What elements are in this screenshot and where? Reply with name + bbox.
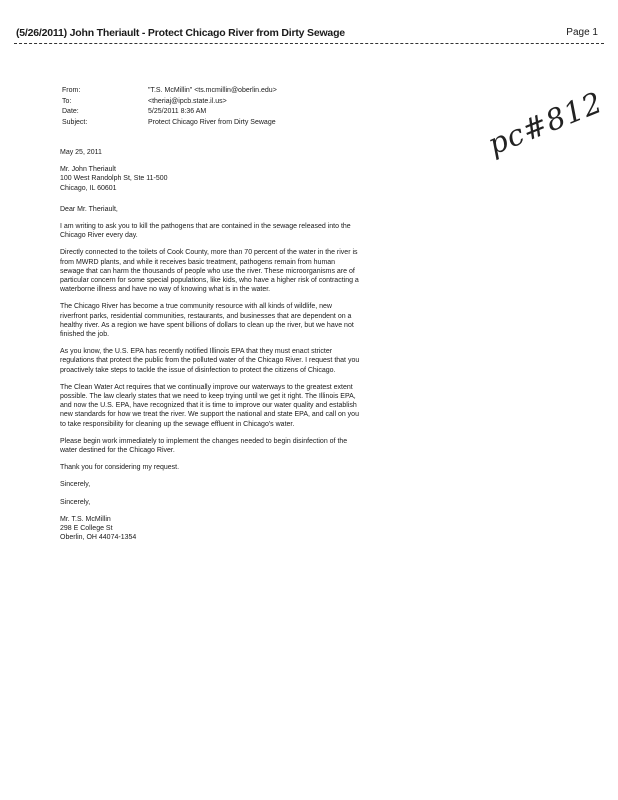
signature-line: Mr. T.S. McMillin (60, 515, 111, 523)
body-paragraph: Directly connected to the toilets of Cook County, more than 70 percent of the water in the river is from MWRD plants, and while it receives basic treatment, pathogens remain from human sewage that can harm the thousands of people who use the river. These microorganisms are of particular concern for some special populations, like kids, who have a higher risk of contracting a waterborne illness and have no way of knowing what is in the water. (60, 249, 359, 294)
closing: Sincerely, (60, 481, 91, 489)
to-row (62, 97, 382, 108)
subject-label: Subject: (62, 118, 88, 126)
signature-block (60, 515, 360, 543)
body-paragraph: Please begin work immediately to implement the changes needed to begin disinfection of the water destined for the Chicago River. (60, 437, 348, 455)
date-label: Date: (62, 108, 79, 115)
body-paragraph: I am writing to ask you to kill the pathogens that are contained in the sewage released into the Chicago River every day. (60, 223, 351, 240)
document-title: (5/26/2011) John Theriault - Protect Chicago River from Dirty Sewage (16, 27, 345, 39)
body-paragraph: The Clean Water Act requires that we continually improve our waterways to the greatest extent possible. The law clearly states that we need to keep trying until we get it right. The Illinois EPA, and now the U.S. EPA, have recognized that it is time to improve our water quality and establish new standards for how we treat the river. We support the national and state EPA, and call on you to take responsibility for cleaning up the sewage effluent in Chicago's water. (60, 383, 359, 428)
body-paragraph: Thank you for considering my request. (60, 464, 180, 472)
salutation: Dear Mr. Theriault, (60, 205, 118, 213)
letter-body (60, 148, 360, 543)
handwritten-stamp: pc#812 (483, 84, 608, 162)
to-value: <theriaj@ipcb.state.il.us> (148, 97, 227, 105)
recipient-line: Chicago, IL 60601 (60, 184, 117, 192)
document-header (14, 27, 604, 44)
subject-value: Protect Chicago River from Dirty Sewage (148, 118, 276, 126)
recipient-address (60, 165, 360, 193)
date-row (62, 107, 382, 118)
closing: Sincerely, (60, 498, 91, 506)
signature-line: 298 E College St (60, 525, 113, 533)
from-label: From: (62, 87, 81, 94)
recipient-line: 100 West Randolph St, Ste 11-500 (60, 175, 168, 183)
body-paragraph: The Chicago River has become a true community resource with all kinds of wildlife, new riverfront parks, residential communities, restaurants, and businesses that are dependent on a healthy river. As a region we have spent billions of dollars to clean up the river, but we have not finished the job. (60, 303, 354, 339)
date-value: 5/25/2011 8:36 AM (148, 108, 207, 115)
recipient-line: Mr. John Theriault (60, 166, 116, 174)
email-metadata (62, 86, 382, 128)
signature-line: Oberlin, OH 44074-1354 (60, 534, 137, 542)
body-paragraph: As you know, the U.S. EPA has recently notified Illinois EPA that they must enact stricter regulations that protect the public from the polluted water of the Chicago River. I request that you proactively take steps to tackle the issue of disinfection to protect the citizens of Chicago. (60, 348, 360, 374)
to-label: To: (62, 97, 72, 105)
from-value: "T.S. McMillin" <ts.mcmillin@oberlin.edu> (148, 87, 277, 94)
page-number: Page 1 (566, 27, 598, 38)
from-row (62, 86, 382, 97)
subject-row (62, 118, 382, 129)
letter-date: May 25, 2011 (60, 149, 102, 156)
